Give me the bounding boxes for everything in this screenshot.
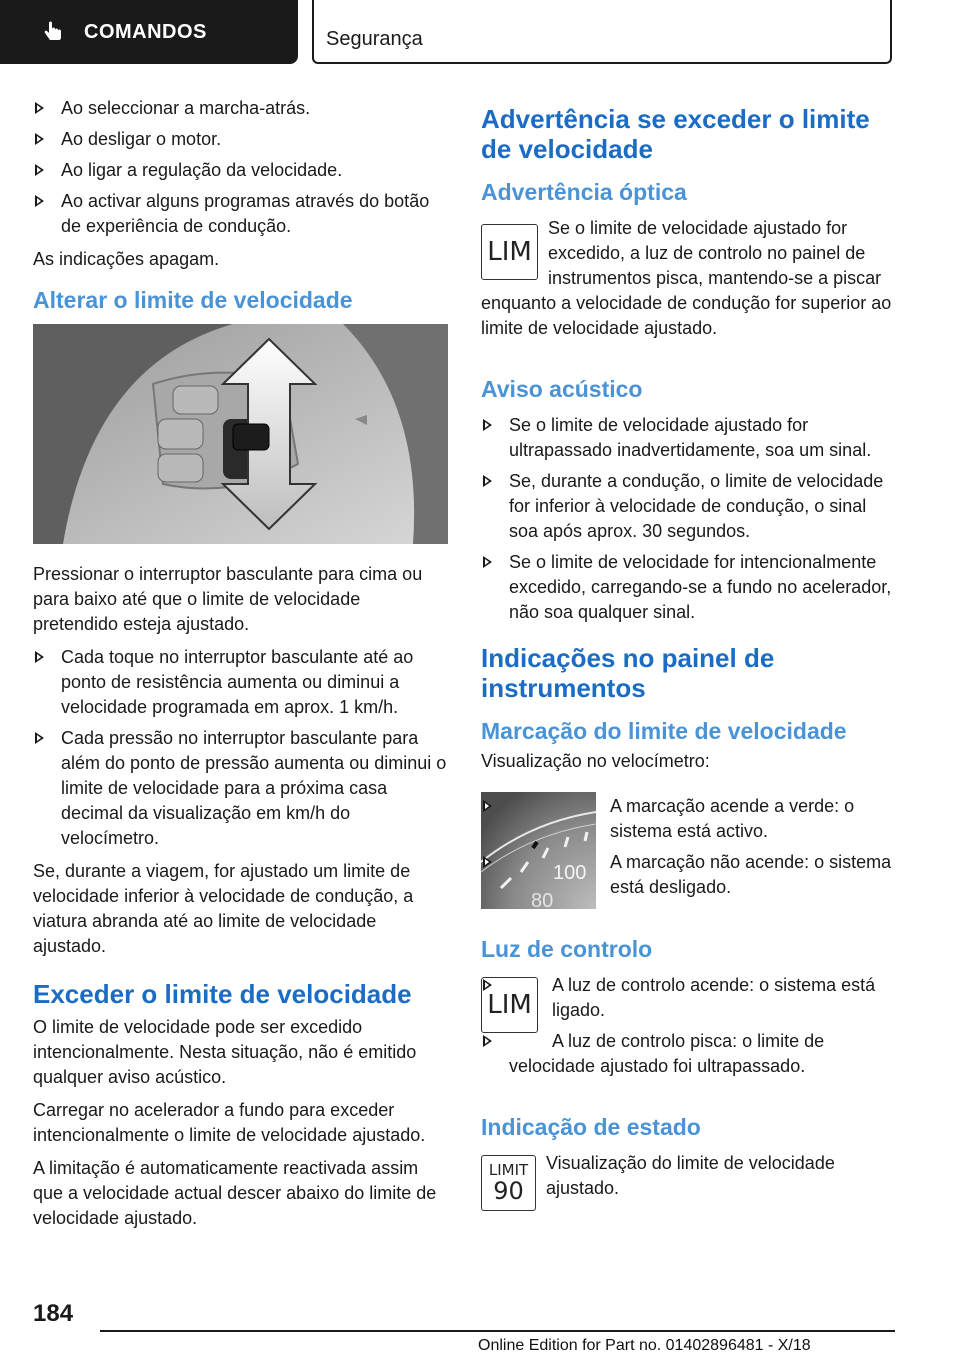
heading-indications: Indicações no painel de instrumentos xyxy=(481,643,775,703)
trip-text: Se, durante a viagem, for ajustado um limite de velocidade inferior à velocidade de condução, a viatura abranda até ao limite de velocidade ajustado. xyxy=(33,861,414,956)
footer-divider xyxy=(100,1330,895,1332)
list-item: Ao ligar a regulação da velocidade. xyxy=(33,158,448,183)
list-item: Ao desligar o motor. xyxy=(33,127,448,152)
page-header xyxy=(0,0,960,66)
heading-acoustic: Aviso acústico xyxy=(481,376,643,402)
list-item: Cada pressão no interruptor basculante para além do ponto de pressão aumenta ou diminui o limite de velocidade para a próxima casa decimal da visualização em km/h do velocímetro. xyxy=(33,726,448,851)
triangle-bullet-icon xyxy=(35,195,44,207)
list-item: Se o limite de velocidade for intencionalmente excedido, carregando-se a fundo no acelerador, não soa qualquer sinal. xyxy=(481,550,896,625)
triangle-bullet-icon xyxy=(35,102,44,114)
heading-status: Indicação de estado xyxy=(481,1114,701,1140)
triangle-bullet-icon xyxy=(483,856,492,868)
control-light-list xyxy=(481,973,896,1079)
status-text: Visualização do limite de velocidade ajustado. xyxy=(546,1153,835,1198)
chapter-label: Segurança xyxy=(326,28,423,50)
heading-optical: Advertência óptica xyxy=(481,179,687,205)
list-item: A marcação acende a verde: o sistema está activo. xyxy=(481,794,896,844)
triangle-bullet-icon xyxy=(483,419,492,431)
triangle-bullet-icon xyxy=(483,979,492,991)
chapter-box xyxy=(312,0,892,64)
speedometer-text: Visualização no velocímetro: xyxy=(481,751,710,771)
triangle-bullet-icon xyxy=(483,475,492,487)
list-item: Se o limite de velocidade ajustado for ultrapassado inadvertidamente, soa um sinal. xyxy=(481,413,896,463)
heading-warning: Advertência se exceder o limite de velocidade xyxy=(481,104,870,164)
hand-pointer-icon xyxy=(42,21,64,43)
speedo-label-80: 80 xyxy=(531,890,554,909)
list-item: A luz de controlo pisca: o limite de velocidade ajustado foi ultrapassado. xyxy=(481,1029,896,1079)
list-item: Cada toque no interruptor basculante até ao ponto de resistência aumenta ou diminui a velocidade programada em aprox. 1 km/h. xyxy=(33,645,448,720)
exceed-text-1: O limite de velocidade pode ser excedido intencionalmente. Nesta situação, não é emitido qualquer aviso acústico. xyxy=(33,1017,417,1087)
steering-wheel-image xyxy=(33,324,448,544)
exceed-text-2: Carregar no acelerador a fundo para exceder intencionalmente o limite de velocidade ajustado. xyxy=(33,1100,426,1145)
speedo-label-100: 100 xyxy=(553,862,587,884)
edition-text: Online Edition for Part no. 01402896481 - X/18 xyxy=(478,1337,811,1354)
list-item: A marcação não acende: o sistema está desligado. xyxy=(481,850,896,900)
heading-exceed: Exceder o limite de velocidade xyxy=(33,979,412,1009)
triangle-bullet-icon xyxy=(35,133,44,145)
triangle-bullet-icon xyxy=(35,164,44,176)
heading-change-limit: Alterar o limite de velocidade xyxy=(33,287,353,313)
triangle-bullet-icon xyxy=(35,651,44,663)
triangle-bullet-icon xyxy=(483,556,492,568)
heading-control-light: Luz de controlo xyxy=(481,936,653,962)
indications-off-text: As indicações apagam. xyxy=(33,249,220,269)
deactivation-list xyxy=(33,96,448,239)
heading-marking: Marcação do limite de velocidade xyxy=(481,718,847,744)
optical-warning-text: Se o limite de velocidade ajustado for excedido, a luz de controlo no painel de instrumentos pisca, mantendo-se a piscar enquanto a velocidade de condução for superior ao limite de velocidade ajustado. xyxy=(481,218,892,338)
triangle-bullet-icon xyxy=(35,732,44,744)
section-label: COMANDOS xyxy=(84,20,207,43)
list-item: Se, durante a condução, o limite de velocidade for inferior à velocidade de condução, o sinal soa após aprox. 30 segundos. xyxy=(481,469,896,544)
right-column xyxy=(481,96,896,1217)
list-item: Ao seleccionar a marcha-atrás. xyxy=(33,96,448,121)
left-column xyxy=(33,96,448,1239)
acoustic-list xyxy=(481,413,896,625)
limit-90-icon: LIMIT 90 xyxy=(481,1155,536,1211)
lim-indicator-icon: LIM xyxy=(481,224,538,280)
list-item: A luz de controlo acende: o sistema está ligado. xyxy=(481,973,896,1023)
page-number: 184 xyxy=(33,1300,74,1327)
lim-control-light-icon: LIM xyxy=(481,977,538,1033)
list-item: Ao activar alguns programas através do botão de experiência de condução. xyxy=(33,189,448,239)
marking-list xyxy=(481,782,896,900)
press-list xyxy=(33,645,448,851)
triangle-bullet-icon xyxy=(483,800,492,812)
exceed-text-3: A limitação é automaticamente reactivada assim que a velocidade actual descer abaixo do limite de velocidade ajustado. xyxy=(33,1158,437,1228)
section-tab xyxy=(0,0,298,64)
press-switch-text: Pressionar o interruptor basculante para cima ou para baixo até que o limite de velocidade pretendido esteja ajustado. xyxy=(33,564,423,634)
triangle-bullet-icon xyxy=(483,1035,492,1047)
